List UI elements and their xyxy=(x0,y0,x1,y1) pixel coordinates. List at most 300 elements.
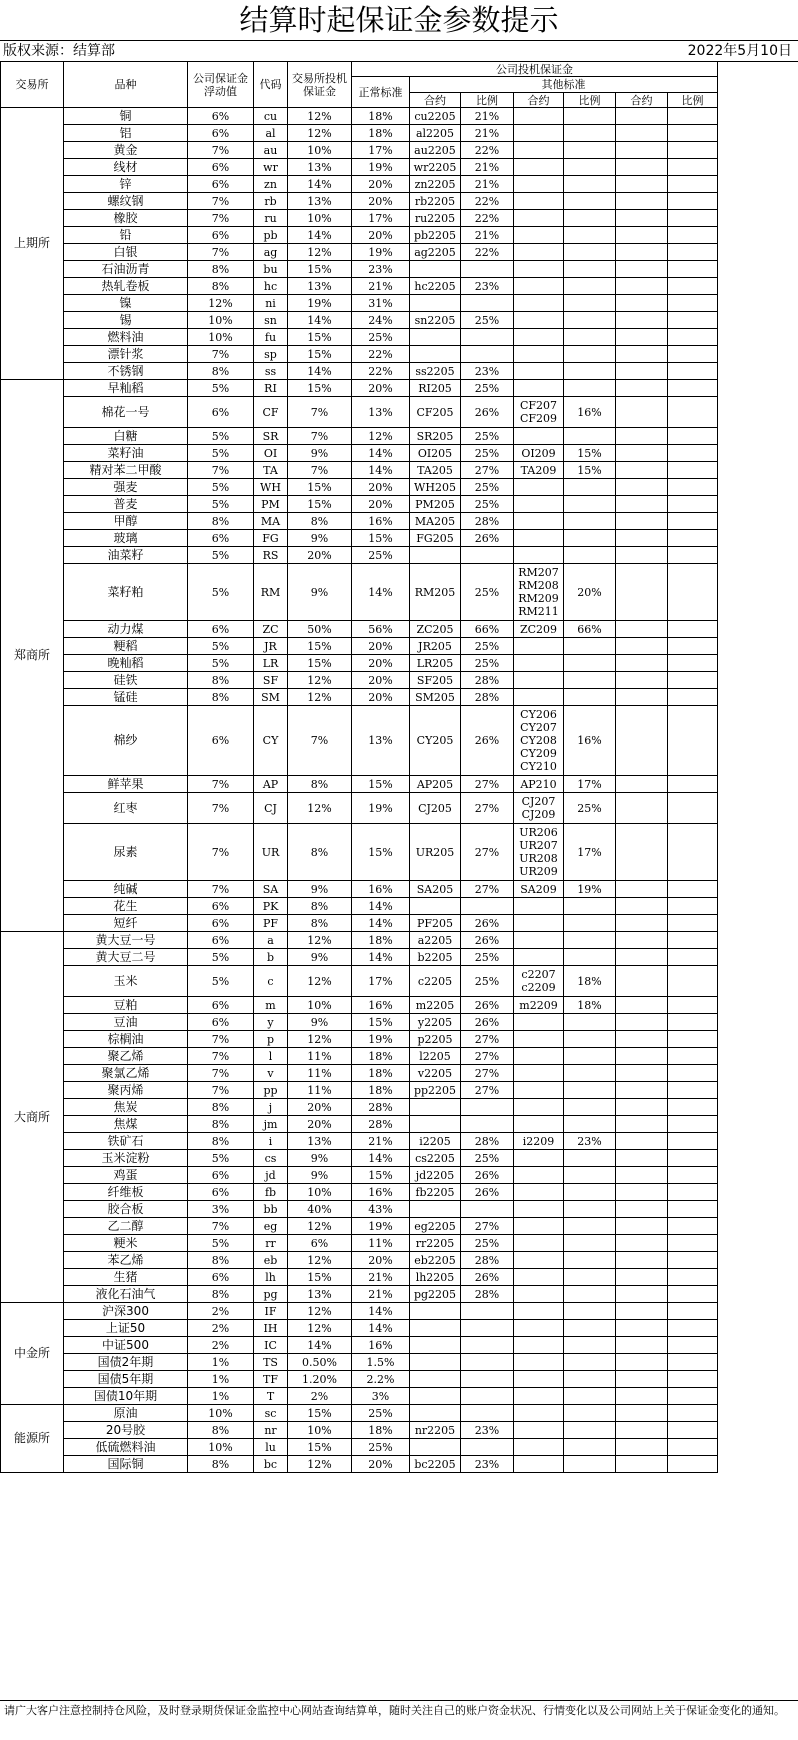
normal-margin-value: 15% xyxy=(352,1014,410,1031)
contract-3 xyxy=(616,564,668,621)
product-name: 沪深300 xyxy=(64,1303,188,1320)
product-name: 国债5年期 xyxy=(64,1371,188,1388)
company-float-value: 7% xyxy=(188,1218,254,1235)
ratio-3 xyxy=(668,363,718,380)
ratio-2 xyxy=(564,1167,616,1184)
ratio-1: 26% xyxy=(461,1167,514,1184)
contract-3 xyxy=(616,1439,668,1456)
ratio-2 xyxy=(564,1456,616,1473)
product-name: 橡胶 xyxy=(64,210,188,227)
contract-2 xyxy=(514,655,564,672)
product-code: eb xyxy=(254,1252,288,1269)
ratio-3 xyxy=(668,428,718,445)
contract-2 xyxy=(514,1354,564,1371)
product-code: IF xyxy=(254,1303,288,1320)
ratio-2 xyxy=(564,547,616,564)
exchange-margin-value: 7% xyxy=(288,706,352,776)
normal-margin-value: 20% xyxy=(352,672,410,689)
company-float-value: 7% xyxy=(188,1065,254,1082)
normal-margin-value: 18% xyxy=(352,1065,410,1082)
product-code: nr xyxy=(254,1422,288,1439)
product-name: 不锈钢 xyxy=(64,363,188,380)
contract-2 xyxy=(514,1269,564,1286)
normal-margin-value: 18% xyxy=(352,932,410,949)
contract-3 xyxy=(616,898,668,915)
contract-2 xyxy=(514,898,564,915)
product-code: sp xyxy=(254,346,288,363)
company-float-value: 7% xyxy=(188,142,254,159)
product-code: TF xyxy=(254,1371,288,1388)
company-float-value: 7% xyxy=(188,1048,254,1065)
ratio-3 xyxy=(668,1371,718,1388)
contract-1: pb2205 xyxy=(410,227,461,244)
product-name: 胶合板 xyxy=(64,1201,188,1218)
normal-margin-value: 24% xyxy=(352,312,410,329)
product-name: 20号胶 xyxy=(64,1422,188,1439)
product-name: 动力煤 xyxy=(64,621,188,638)
ratio-1 xyxy=(461,295,514,312)
normal-margin-value: 17% xyxy=(352,210,410,227)
ratio-1: 21% xyxy=(461,159,514,176)
contract-1: SA205 xyxy=(410,881,461,898)
ratio-2 xyxy=(564,278,616,295)
product-code: eg xyxy=(254,1218,288,1235)
contract-1: CJ205 xyxy=(410,793,461,824)
exchange-margin-value: 11% xyxy=(288,1065,352,1082)
ratio-2: 20% xyxy=(564,564,616,621)
normal-margin-value: 20% xyxy=(352,193,410,210)
contract-1: p2205 xyxy=(410,1031,461,1048)
ratio-3 xyxy=(668,142,718,159)
contract-2 xyxy=(514,1218,564,1235)
contract-2 xyxy=(514,672,564,689)
contract-3 xyxy=(616,949,668,966)
contract-2 xyxy=(514,312,564,329)
normal-margin-value: 12% xyxy=(352,428,410,445)
contract-3 xyxy=(616,363,668,380)
contract-2 xyxy=(514,108,564,125)
ratio-2 xyxy=(564,530,616,547)
product-name: 铝 xyxy=(64,125,188,142)
product-name: 白糖 xyxy=(64,428,188,445)
contract-2 xyxy=(514,1082,564,1099)
ratio-3 xyxy=(668,159,718,176)
exchange-margin-value: 7% xyxy=(288,397,352,428)
ratio-3 xyxy=(668,125,718,142)
contract-1: ru2205 xyxy=(410,210,461,227)
product-code: SF xyxy=(254,672,288,689)
company-float-value: 8% xyxy=(188,261,254,278)
exchange-margin-value: 8% xyxy=(288,915,352,932)
contract-1 xyxy=(410,1371,461,1388)
contract-2 xyxy=(514,1337,564,1354)
product-code: RM xyxy=(254,564,288,621)
normal-margin-value: 15% xyxy=(352,1167,410,1184)
contract-3 xyxy=(616,547,668,564)
exchange-margin-value: 14% xyxy=(288,176,352,193)
company-float-value: 8% xyxy=(188,689,254,706)
ratio-1: 26% xyxy=(461,932,514,949)
header-contract: 合约 xyxy=(514,93,564,108)
exchange-name: 郑商所 xyxy=(0,380,64,932)
contract-1: rb2205 xyxy=(410,193,461,210)
ratio-1: 27% xyxy=(461,793,514,824)
contract-2: TA209 xyxy=(514,462,564,479)
exchange-margin-value: 15% xyxy=(288,329,352,346)
contract-2 xyxy=(514,1303,564,1320)
ratio-1 xyxy=(461,1201,514,1218)
contract-3 xyxy=(616,824,668,881)
company-float-value: 6% xyxy=(188,915,254,932)
company-float-value: 6% xyxy=(188,1184,254,1201)
ratio-1: 27% xyxy=(461,881,514,898)
contract-3 xyxy=(616,1252,668,1269)
product-name: 菜籽粕 xyxy=(64,564,188,621)
ratio-3 xyxy=(668,793,718,824)
product-code: ag xyxy=(254,244,288,261)
ratio-1: 26% xyxy=(461,1184,514,1201)
contract-1 xyxy=(410,346,461,363)
company-float-value: 10% xyxy=(188,1439,254,1456)
ratio-2 xyxy=(564,638,616,655)
contract-1: fb2205 xyxy=(410,1184,461,1201)
exchange-margin-value: 9% xyxy=(288,881,352,898)
ratio-2 xyxy=(564,176,616,193)
contract-3 xyxy=(616,1201,668,1218)
normal-margin-value: 18% xyxy=(352,1082,410,1099)
contract-1 xyxy=(410,1405,461,1422)
contract-2 xyxy=(514,1235,564,1252)
contract-2 xyxy=(514,346,564,363)
exchange-margin-value: 12% xyxy=(288,966,352,997)
product-name: 螺纹钢 xyxy=(64,193,188,210)
company-float-value: 5% xyxy=(188,949,254,966)
product-code: ss xyxy=(254,363,288,380)
ratio-3 xyxy=(668,776,718,793)
ratio-3 xyxy=(668,547,718,564)
ratio-2 xyxy=(564,380,616,397)
company-float-value: 8% xyxy=(188,363,254,380)
product-code: SA xyxy=(254,881,288,898)
normal-margin-value: 16% xyxy=(352,1184,410,1201)
contract-1: ss2205 xyxy=(410,363,461,380)
ratio-1 xyxy=(461,261,514,278)
normal-margin-value: 25% xyxy=(352,329,410,346)
footer-note: 请广大客户注意控制持仓风险，及时登录期货保证金监控中心网站查询结算单，随时关注自己的账户资金状况、行情变化以及公司网站上关于保证金变化的通知。 xyxy=(0,1700,798,1740)
company-float-value: 5% xyxy=(188,638,254,655)
contract-2 xyxy=(514,949,564,966)
ratio-3 xyxy=(668,278,718,295)
product-name: 棉纱 xyxy=(64,706,188,776)
header-contract: 合约 xyxy=(616,93,668,108)
product-code: m xyxy=(254,997,288,1014)
ratio-2 xyxy=(564,193,616,210)
ratio-3 xyxy=(668,949,718,966)
contract-3 xyxy=(616,1031,668,1048)
ratio-3 xyxy=(668,329,718,346)
contract-2 xyxy=(514,689,564,706)
normal-margin-value: 18% xyxy=(352,1048,410,1065)
company-float-value: 6% xyxy=(188,706,254,776)
exchange-margin-value: 50% xyxy=(288,621,352,638)
ratio-1: 26% xyxy=(461,397,514,428)
ratio-1 xyxy=(461,1320,514,1337)
ratio-2 xyxy=(564,1201,616,1218)
contract-1: nr2205 xyxy=(410,1422,461,1439)
exchange-margin-value: 10% xyxy=(288,142,352,159)
product-name: 棉花一号 xyxy=(64,397,188,428)
product-code: SR xyxy=(254,428,288,445)
contract-3 xyxy=(616,1048,668,1065)
contract-1: lh2205 xyxy=(410,1269,461,1286)
ratio-2 xyxy=(564,295,616,312)
contract-2: CF207 CF209 xyxy=(514,397,564,428)
contract-3 xyxy=(616,210,668,227)
ratio-1 xyxy=(461,346,514,363)
contract-3 xyxy=(616,1286,668,1303)
product-name: 油菜籽 xyxy=(64,547,188,564)
ratio-1: 28% xyxy=(461,1286,514,1303)
product-code: CF xyxy=(254,397,288,428)
contract-2 xyxy=(514,1201,564,1218)
exchange-margin-value: 14% xyxy=(288,363,352,380)
company-float-value: 8% xyxy=(188,1422,254,1439)
contract-3 xyxy=(616,1184,668,1201)
normal-margin-value: 13% xyxy=(352,706,410,776)
ratio-2: 17% xyxy=(564,776,616,793)
ratio-3 xyxy=(668,210,718,227)
company-float-value: 12% xyxy=(188,295,254,312)
company-float-value: 7% xyxy=(188,244,254,261)
contract-1: c2205 xyxy=(410,966,461,997)
exchange-margin-value: 15% xyxy=(288,479,352,496)
contract-1: zn2205 xyxy=(410,176,461,193)
product-code: ZC xyxy=(254,621,288,638)
normal-margin-value: 14% xyxy=(352,1320,410,1337)
product-name: 纯碱 xyxy=(64,881,188,898)
ratio-3 xyxy=(668,1320,718,1337)
ratio-1: 25% xyxy=(461,655,514,672)
contract-1 xyxy=(410,547,461,564)
company-float-value: 6% xyxy=(188,397,254,428)
normal-margin-value: 16% xyxy=(352,513,410,530)
header-normal: 正常标准 xyxy=(352,77,410,108)
normal-margin-value: 19% xyxy=(352,1031,410,1048)
ratio-3 xyxy=(668,1235,718,1252)
product-code: cs xyxy=(254,1150,288,1167)
contract-1: eb2205 xyxy=(410,1252,461,1269)
exchange-margin-value: 15% xyxy=(288,346,352,363)
contract-2 xyxy=(514,1371,564,1388)
ratio-3 xyxy=(668,672,718,689)
ratio-3 xyxy=(668,1201,718,1218)
ratio-1: 28% xyxy=(461,1252,514,1269)
ratio-2 xyxy=(564,159,616,176)
product-code: TA xyxy=(254,462,288,479)
ratio-2 xyxy=(564,227,616,244)
product-code: IH xyxy=(254,1320,288,1337)
company-float-value: 2% xyxy=(188,1337,254,1354)
exchange-margin-value: 13% xyxy=(288,159,352,176)
header-code: 代码 xyxy=(254,62,288,108)
product-code: wr xyxy=(254,159,288,176)
ratio-2: 25% xyxy=(564,793,616,824)
company-float-value: 8% xyxy=(188,672,254,689)
product-code: WH xyxy=(254,479,288,496)
exchange-margin-value: 8% xyxy=(288,898,352,915)
ratio-3 xyxy=(668,1439,718,1456)
company-float-value: 6% xyxy=(188,159,254,176)
contract-1: jd2205 xyxy=(410,1167,461,1184)
contract-2 xyxy=(514,193,564,210)
contract-3 xyxy=(616,513,668,530)
ratio-1: 28% xyxy=(461,672,514,689)
ratio-2 xyxy=(564,1303,616,1320)
normal-margin-value: 11% xyxy=(352,1235,410,1252)
normal-margin-value: 21% xyxy=(352,1269,410,1286)
ratio-2 xyxy=(564,1388,616,1405)
company-float-value: 5% xyxy=(188,428,254,445)
contract-3 xyxy=(616,1065,668,1082)
ratio-1: 27% xyxy=(461,1031,514,1048)
exchange-margin-value: 12% xyxy=(288,244,352,261)
product-name: 锰硅 xyxy=(64,689,188,706)
company-float-value: 3% xyxy=(188,1201,254,1218)
contract-1 xyxy=(410,1320,461,1337)
product-code: c xyxy=(254,966,288,997)
contract-3 xyxy=(616,672,668,689)
contract-1: SR205 xyxy=(410,428,461,445)
ratio-1: 23% xyxy=(461,278,514,295)
contract-3 xyxy=(616,261,668,278)
exchange-margin-value: 13% xyxy=(288,1286,352,1303)
contract-1: WH205 xyxy=(410,479,461,496)
product-name: 聚丙烯 xyxy=(64,1082,188,1099)
contract-3 xyxy=(616,997,668,1014)
ratio-3 xyxy=(668,346,718,363)
exchange-margin-value: 14% xyxy=(288,312,352,329)
exchange-margin-value: 15% xyxy=(288,380,352,397)
ratio-2 xyxy=(564,210,616,227)
contract-2 xyxy=(514,638,564,655)
contract-2 xyxy=(514,1439,564,1456)
contract-2 xyxy=(514,125,564,142)
ratio-3 xyxy=(668,638,718,655)
product-code: jd xyxy=(254,1167,288,1184)
header-company-margin: 公司投机保证金 xyxy=(352,62,718,77)
exchange-margin-value: 9% xyxy=(288,445,352,462)
ratio-3 xyxy=(668,295,718,312)
product-code: a xyxy=(254,932,288,949)
ratio-2: 15% xyxy=(564,462,616,479)
company-float-value: 7% xyxy=(188,210,254,227)
company-float-value: 5% xyxy=(188,1150,254,1167)
product-code: zn xyxy=(254,176,288,193)
contract-3 xyxy=(616,312,668,329)
ratio-1: 28% xyxy=(461,1133,514,1150)
exchange-margin-value: 15% xyxy=(288,1439,352,1456)
company-float-value: 6% xyxy=(188,125,254,142)
contract-2 xyxy=(514,244,564,261)
normal-margin-value: 15% xyxy=(352,530,410,547)
contract-3 xyxy=(616,479,668,496)
exchange-margin-value: 12% xyxy=(288,1252,352,1269)
normal-margin-value: 25% xyxy=(352,547,410,564)
exchange-margin-value: 12% xyxy=(288,1456,352,1473)
product-name: 玻璃 xyxy=(64,530,188,547)
ratio-2 xyxy=(564,1031,616,1048)
ratio-3 xyxy=(668,915,718,932)
product-code: lh xyxy=(254,1269,288,1286)
contract-1: l2205 xyxy=(410,1048,461,1065)
ratio-1: 27% xyxy=(461,776,514,793)
ratio-2 xyxy=(564,898,616,915)
product-name: 铁矿石 xyxy=(64,1133,188,1150)
normal-margin-value: 31% xyxy=(352,295,410,312)
ratio-3 xyxy=(668,966,718,997)
contract-2 xyxy=(514,159,564,176)
ratio-3 xyxy=(668,1337,718,1354)
exchange-margin-value: 10% xyxy=(288,1422,352,1439)
ratio-1 xyxy=(461,1303,514,1320)
header-company-float: 公司保证金 浮动值 xyxy=(188,62,254,108)
company-float-value: 5% xyxy=(188,655,254,672)
ratio-3 xyxy=(668,108,718,125)
exchange-margin-value: 13% xyxy=(288,193,352,210)
company-float-value: 6% xyxy=(188,997,254,1014)
contract-3 xyxy=(616,1218,668,1235)
contract-1: y2205 xyxy=(410,1014,461,1031)
contract-2 xyxy=(514,363,564,380)
product-code: ni xyxy=(254,295,288,312)
product-code: TS xyxy=(254,1354,288,1371)
contract-3 xyxy=(616,1320,668,1337)
ratio-1: 26% xyxy=(461,1014,514,1031)
ratio-2 xyxy=(564,1099,616,1116)
contract-3 xyxy=(616,1082,668,1099)
product-code: OI xyxy=(254,445,288,462)
contract-3 xyxy=(616,496,668,513)
contract-2 xyxy=(514,1099,564,1116)
contract-3 xyxy=(616,227,668,244)
ratio-3 xyxy=(668,530,718,547)
product-code: RS xyxy=(254,547,288,564)
contract-1: PF205 xyxy=(410,915,461,932)
product-name: 花生 xyxy=(64,898,188,915)
ratio-2: 17% xyxy=(564,824,616,881)
ratio-1 xyxy=(461,1354,514,1371)
contract-2 xyxy=(514,227,564,244)
exchange-margin-value: 2% xyxy=(288,1388,352,1405)
normal-margin-value: 20% xyxy=(352,479,410,496)
ratio-3 xyxy=(668,397,718,428)
exchange-margin-value: 9% xyxy=(288,1150,352,1167)
contract-3 xyxy=(616,932,668,949)
product-code: p xyxy=(254,1031,288,1048)
ratio-2 xyxy=(564,363,616,380)
ratio-2 xyxy=(564,672,616,689)
ratio-2: 18% xyxy=(564,997,616,1014)
contract-3 xyxy=(616,881,668,898)
company-float-value: 5% xyxy=(188,1235,254,1252)
contract-2 xyxy=(514,261,564,278)
contract-1: RI205 xyxy=(410,380,461,397)
product-name: 国债10年期 xyxy=(64,1388,188,1405)
ratio-1: 23% xyxy=(461,1456,514,1473)
product-code: rb xyxy=(254,193,288,210)
contract-2 xyxy=(514,932,564,949)
product-code: cu xyxy=(254,108,288,125)
